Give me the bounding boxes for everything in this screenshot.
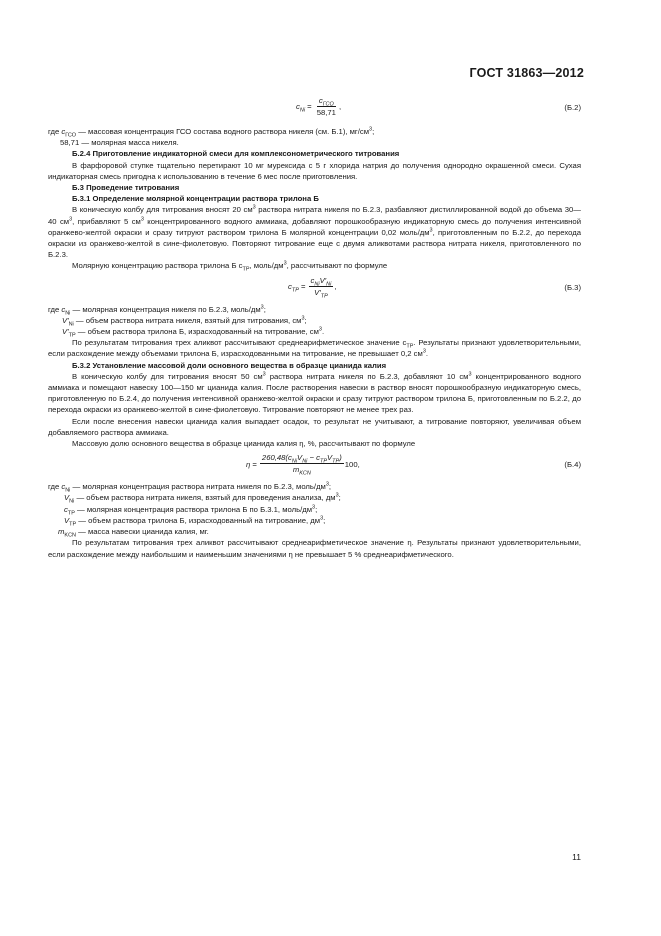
definition-v-tr: $V_{ТР}$ — объем раствора трилона Б, израсходованный на титрование, $дм^3$;: [64, 515, 326, 528]
definition-m-kcn: $m_{KCN}$ — масса навески цианида калия, мг.: [58, 527, 209, 539]
formula-b2-fraction: $\frac{c_{ГСО}}{58,71}$: [316, 96, 336, 117]
heading-b3-1: Б.3.1 Определение молярной концентрации раствора трилона Б: [72, 194, 319, 204]
heading-b2-4: Б.2.4 Приготовление индикаторной смеси для комплексонометрического титрования: [72, 149, 400, 159]
definition-v-ni: $V_{Ni}$ — объем раствора нитрата никеля, взятый для проведения анализа, $дм^3$;: [64, 492, 341, 506]
formula-b4: [48, 449, 581, 481]
paragraph-b3-1-acceptance: По результатам титрования трех аликвот рассчитывают среднеарифметическое значение $c_{ТР}$. Результаты признают удовлетворительными, если расхождение между объемами трилона Б, израсходованными на титрование, не превышает 0,2 $см^3$.: [48, 338, 581, 359]
paragraph-b3-2-formula-intro: Массовую долю основного вещества в образце цианида калия η, %, рассчитывают по формуле: [72, 439, 416, 449]
formula-b2: [48, 96, 581, 126]
document-body: [48, 96, 581, 560]
definition-c-ni: где $c_{Ni}$ — молярная концентрация никеля по Б.2.3, моль/$дм^3$;: [48, 304, 266, 317]
formula-b2-number: (Б.2): [564, 103, 581, 112]
formula-b3: [48, 272, 581, 304]
paragraph-b3-1-formula-intro: Молярную концентрацию раствора трилона Б $c_{ТР}$, моль/$дм^3$, рассчитывают по формуле: [72, 260, 388, 273]
standard-designation: ГОСТ 31863—2012: [469, 66, 584, 80]
definition-c-tr: $c_{ТР}$ — молярная концентрация раствора трилона Б по Б.3.1, моль/$дм^3$;: [64, 504, 318, 517]
paragraph-b3-2-precipitate: Если после внесения навески цианида калия выпадает осадок, то результат не учитывают, а титрование повторяют, увеличивая объем добавляемого раствора аммиака.: [48, 416, 581, 437]
heading-b3: Б.3 Проведение титрования: [72, 183, 180, 193]
formula-b3-expression: $c_{ТР}$ = $\frac{c_{Ni}V'_{Ni}}{V'_{ТР}}$ ,: [288, 275, 337, 300]
formula-b4-number: (Б.4): [564, 460, 581, 470]
heading-b3-2: Б.3.2 Установление массовой доли основного вещества в образце цианида калия: [72, 360, 387, 370]
formula-b3-fraction: $\frac{c_{Ni}V'_{Ni}}{V'_{ТР}}$: [310, 275, 332, 300]
formula-b4-fraction: $\frac{260,48(c_{Ni}V_{Ni} - c_{ТР}V_{ТР})}{m_{KCN}}$: [261, 453, 342, 477]
page-number: 11: [572, 852, 581, 862]
paragraph-b3-2-acceptance: По результатам титрования трех аликвот рассчитывают среднеарифметическое значение η. Результаты признают удовлетворительными, если расхождение между наибольшим и наименьшим значениями η не превышает 5 % среднеарифметического.: [48, 538, 581, 559]
paragraph-b3-2-procedure: В коническую колбу для титрования вносят 50 $см^3$ раствора нитрата никеля по Б.2.3, добавляют 10 $см^3$ концентрированного водного аммиака и помещают навеску 100—150 мг цианида калия. После растворения навески в раствор вносят порошкообразную индикаторную смесь, приготовленную по Б.2.4, до получения интенсивной оранжево-желтой окраски и сразу титруют раствором трилона Б, приготовленным по Б.2.2, до перехода окраски из оранжево-желтой в сине-фиолетовую. Титрование повторяют не менее трех раз.: [48, 371, 581, 415]
paragraph-b3-1-procedure: В коническую колбу для титрования вносят 20 $см^3$ раствора нитрата никеля по Б.2.3, разбавляют дистиллированной водой до объема 30—40 $см^3$, прибавляют 5 $см^3$ концентрированного водного аммиака, добавляют порошкообразную индикаторную смесь до получения интенсивной оранжево-желтой окраски и сразу титруют раствором трилона Б молярной концентрации 0,02 моль/$дм^3$, приготовленным по Б.2.2, до перехода окраски из оранжево-желтой в сине-фиолетовую. Повторяют титрование еще с двумя аликвотами раствора нитрата никеля, приготовленного по Б.2.3.: [48, 204, 581, 260]
definition-v-ni-prime: $V'_{Ni}$ — объем раствора нитрата никеля, взятый для титрования, $см^3$;: [62, 315, 307, 328]
definition-molar-mass: 58,71 — молярная масса никеля.: [60, 138, 179, 148]
formula-b3-number: (Б.3): [564, 282, 581, 292]
paragraph-b2-4: В фарфоровой ступке тщательно перетирают 10 мг мурексида с 5 г хлорида натрия до получения однородно окрашенной смеси. Сухая индикаторная смесь пригодна к использованию в течение 6 мес после приготовления.: [48, 160, 581, 181]
definition-c-gso: где $c_{ГСО}$ — массовая концентрация ГСО состава водного раствора никеля (см. Б.1), $мг/см^3$;: [48, 126, 375, 139]
definition-v-tr-prime: $V'_{ТР}$ — объем раствора трилона Б, израсходованный на титрование, $см^3$.: [62, 326, 325, 339]
formula-b2-expression: $c_{Ni}$ = $\frac{c_{ГСО}}{58,71}$ ,: [296, 96, 342, 117]
definition-c-ni-b4: где $c_{Ni}$ — молярная концентрация раствора нитрата никеля по Б.2.3, моль/$дм^3$;: [48, 481, 332, 494]
formula-b4-expression: η = $\frac{260,48(c_{Ni}V_{Ni} - c_{ТР}V_{ТР})}{m_{KCN}}$ 100,: [246, 453, 360, 477]
